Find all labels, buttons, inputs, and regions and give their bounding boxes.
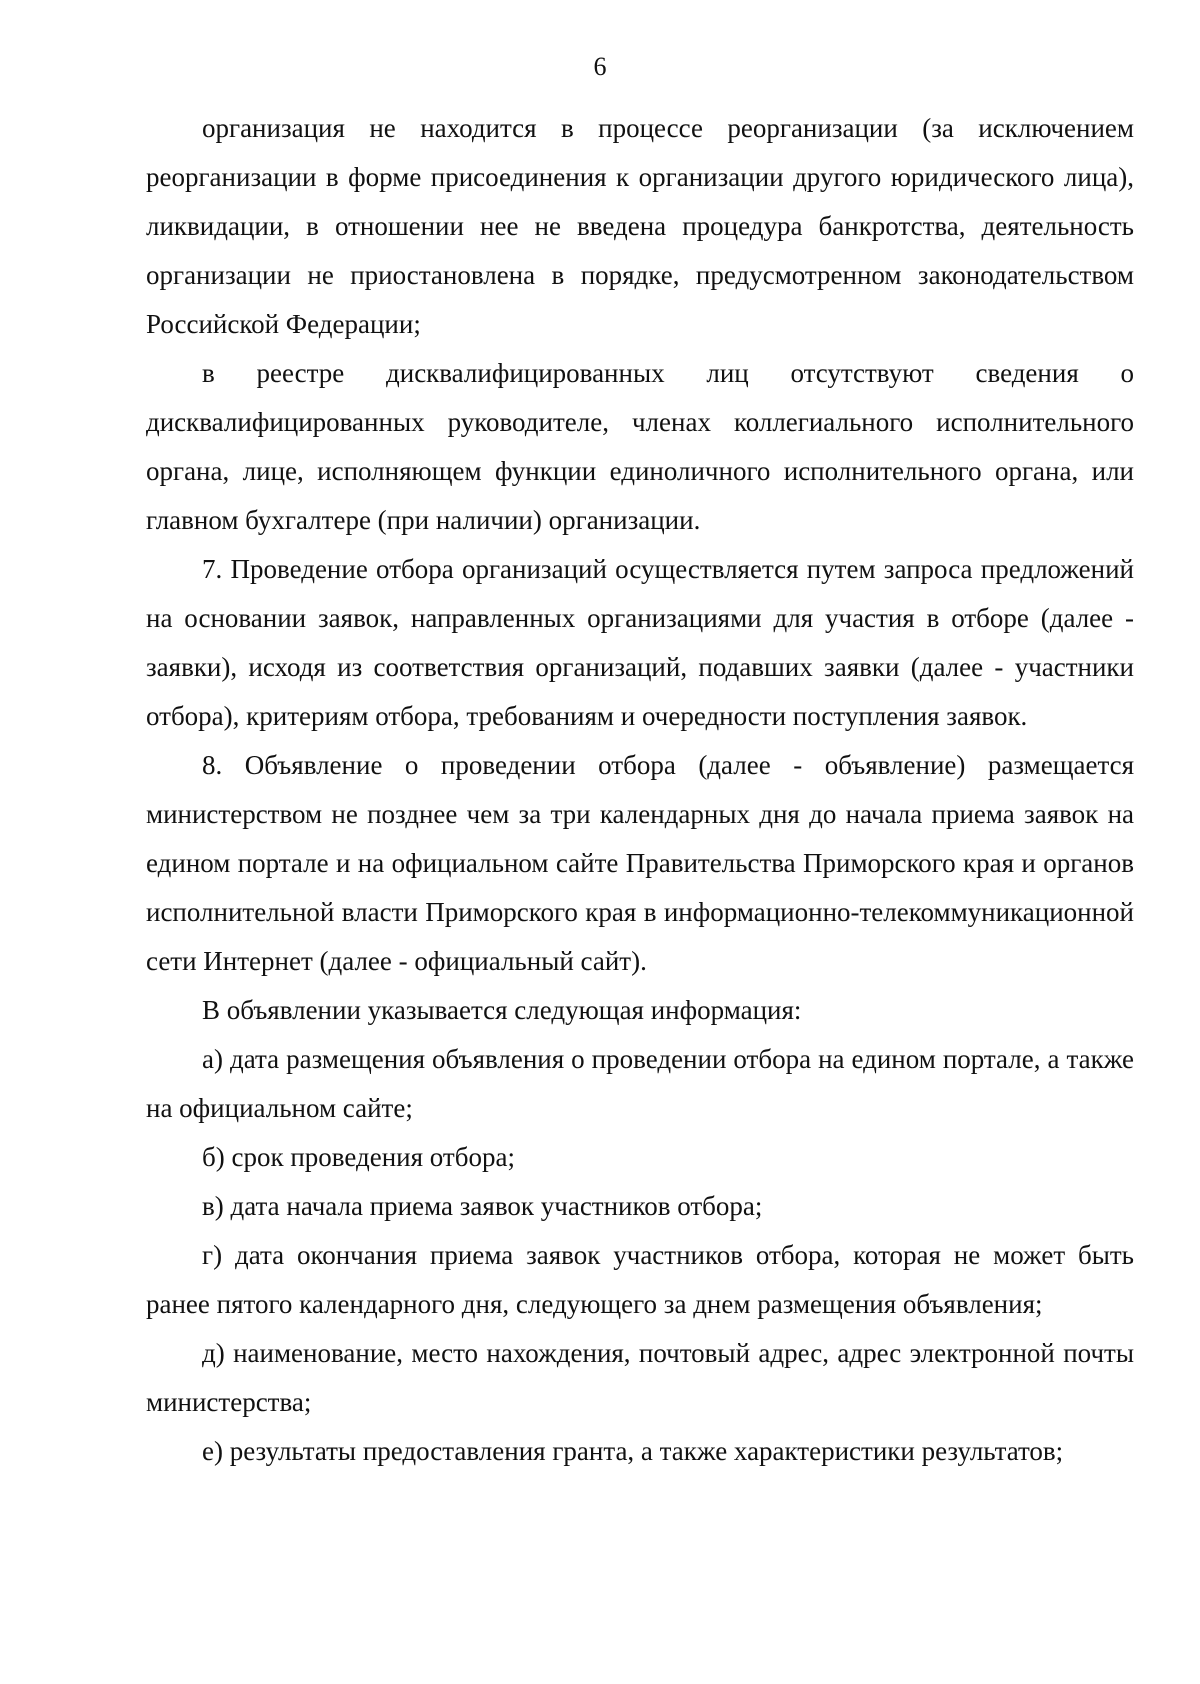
paragraph-disqualified-registry: в реестре дисквалифицированных лиц отсутствуют сведения о дисквалифицированных руководителе, членах коллегиального исполнительного органа, лице, исполняющем функции единоличного исполнительного органа, или главном бухгалтере (при наличии) организации. <box>146 358 1134 535</box>
list-item-b: б) срок проведения отбора; <box>202 1142 515 1172</box>
list-item-e: е) результаты предоставления гранта, а также характеристики результатов; <box>202 1436 1064 1466</box>
paragraph-reorganization: организация не находится в процессе реорганизации (за исключением реорганизации в форме присоединения к организации другого юридического лица), ликвидации, в отношении нее не введена процедура банкротства, деятельность организации не приостановлена в порядке, предусмотренном законодательством Российской Федерации; <box>146 113 1134 339</box>
list-item-g: г) дата окончания приема заявок участников отбора, которая не может быть ранее пятого календарного дня, следующего за днем размещения объявления; <box>146 1240 1134 1319</box>
paragraph-7-selection: 7. Проведение отбора организаций осуществляется путем запроса предложений на основании заявок, направленных организациями для участия в отборе (далее - заявки), исходя из соответствия организаций, подавших заявки (далее - участники отбора), критериям отбора, требованиям и очередности поступления заявок. <box>146 554 1134 731</box>
document-body <box>146 104 1134 1476</box>
page-number: 6 <box>593 52 607 81</box>
paragraph-announcement-info-intro: В объявлении указывается следующая информация: <box>202 995 802 1025</box>
list-item-d: д) наименование, место нахождения, почтовый адрес, адрес электронной почты министерства; <box>146 1338 1134 1417</box>
list-item-v: в) дата начала приема заявок участников отбора; <box>202 1191 763 1221</box>
list-item-a: а) дата размещения объявления о проведении отбора на едином портале, а также на официальном сайте; <box>146 1044 1134 1123</box>
paragraph-8-announcement: 8. Объявление о проведении отбора (далее - объявление) размещается министерством не позднее чем за три календарных дня до начала приема заявок на едином портале и на официальном сайте Правительства Приморского края и органов исполнительной власти Приморского края в информационно-телекоммуникационной сети Интернет (далее - официальный сайт). <box>146 750 1134 976</box>
